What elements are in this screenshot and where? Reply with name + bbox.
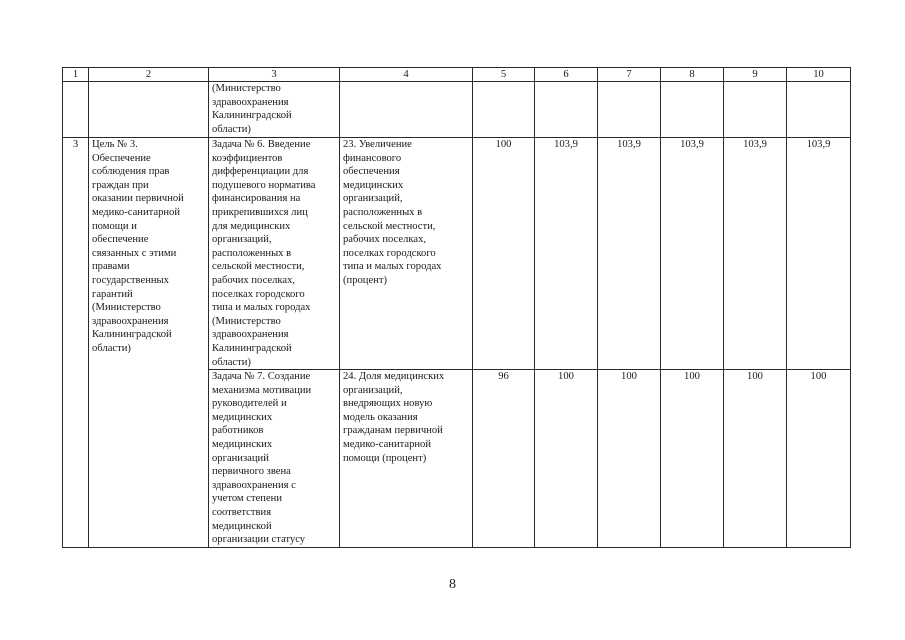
task-7-cell: Задача № 7. Создание механизма мотивации руководителей и медицинских работников медицинских организаций первичного звена здравоохранения с учетом степени соответствия медицинской организации статусу <box>209 370 340 548</box>
header-cell: 5 <box>473 68 535 82</box>
value-cell: 103,9 <box>724 138 787 370</box>
value-cell: 96 <box>473 370 535 548</box>
header-cell: 2 <box>89 68 209 82</box>
table-cell <box>598 82 661 138</box>
value-cell: 100 <box>787 370 851 548</box>
table-header-row <box>63 68 851 82</box>
header-cell: 3 <box>209 68 340 82</box>
value-cell: 103,9 <box>661 138 724 370</box>
table-cell <box>787 82 851 138</box>
value-cell: 100 <box>473 138 535 370</box>
table-cell <box>661 82 724 138</box>
row-number-cell: 3 <box>63 138 89 548</box>
header-cell: 10 <box>787 68 851 82</box>
header-cell: 4 <box>340 68 473 82</box>
task-6-cell: Задача № 6. Введение коэффициентов дифференциации для подушевого норматива финансирования на прикрепившихся лиц для медицинских организаций, расположенных в сельской местности, рабочих поселках, поселках городского типа и малых городах (Министерство здравоохранения Калининградской области) <box>209 138 340 370</box>
table-cell <box>63 82 89 138</box>
page-number: 8 <box>449 577 456 592</box>
value-cell: 100 <box>661 370 724 548</box>
value-cell: 100 <box>724 370 787 548</box>
table-cell <box>473 82 535 138</box>
indicator-23-cell: 23. Увеличение финансового обеспечения медицинских организаций, расположенных в сельской местности, рабочих поселках, поселках городского типа и малых городах (процент) <box>340 138 473 370</box>
ministry-continuation-cell: (Министерство здравоохранения Калининградской области) <box>209 82 340 138</box>
indicator-24-cell: 24. Доля медицинских организаций, внедряющих новую модель оказания гражданам первичной медико-санитарной помощи (процент) <box>340 370 473 548</box>
continuation-row <box>63 82 851 138</box>
goal-3-row <box>63 138 851 370</box>
indicator-table <box>62 67 851 548</box>
header-cell: 9 <box>724 68 787 82</box>
table-cell <box>535 82 598 138</box>
header-cell: 6 <box>535 68 598 82</box>
value-cell: 100 <box>598 370 661 548</box>
value-cell: 100 <box>535 370 598 548</box>
table-cell <box>340 82 473 138</box>
value-cell: 103,9 <box>535 138 598 370</box>
table-cell <box>89 82 209 138</box>
value-cell: 103,9 <box>787 138 851 370</box>
header-cell: 7 <box>598 68 661 82</box>
value-cell: 103,9 <box>598 138 661 370</box>
header-cell: 8 <box>661 68 724 82</box>
header-cell: 1 <box>63 68 89 82</box>
goal-cell: Цель № 3. Обеспечение соблюдения прав граждан при оказании первичной медико-санитарной помощи и обеспечение связанных с этими правами государственных гарантий (Министерство здравоохранения Калининградской области) <box>89 138 209 548</box>
table-cell <box>724 82 787 138</box>
